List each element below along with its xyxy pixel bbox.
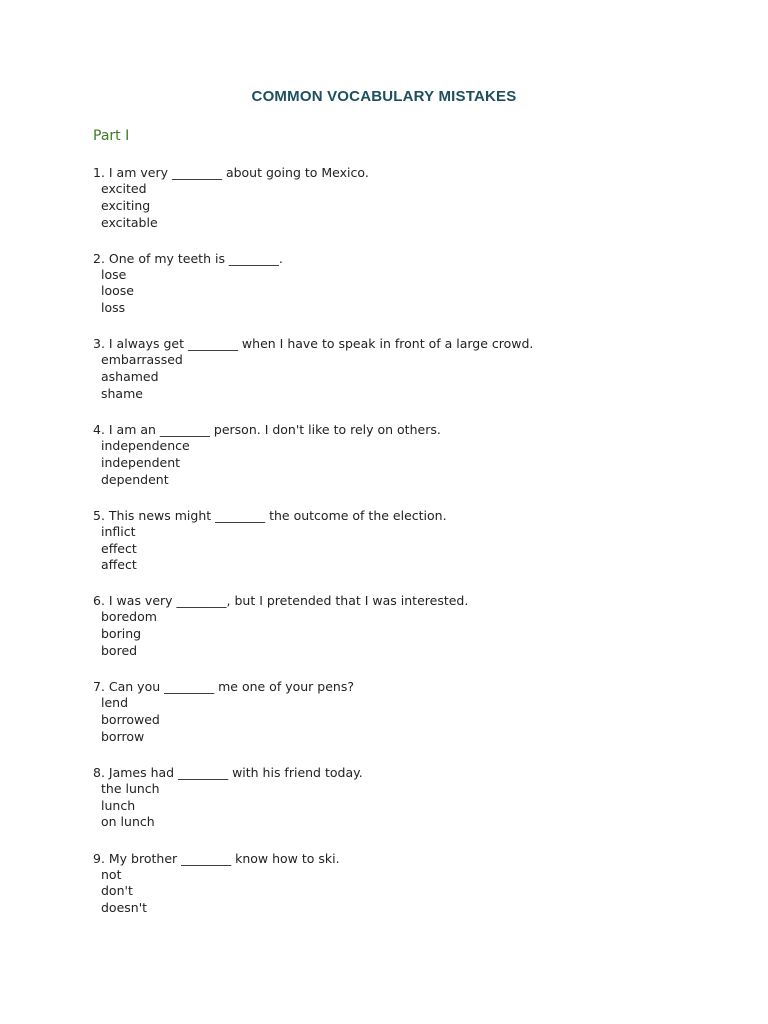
answer-options [93, 352, 693, 402]
answer-option: bored [101, 643, 138, 659]
part-heading: Part I [93, 128, 130, 144]
question-2 [93, 250, 693, 336]
answer-option: loss [101, 300, 126, 316]
answer-option: the lunch [101, 780, 160, 796]
question-text: 7. Can you ________ me one of your pens? [93, 679, 354, 695]
answer-options [93, 181, 693, 231]
question-5 [93, 507, 693, 593]
question-3 [93, 335, 693, 421]
answer-option: lunch [101, 797, 136, 813]
answer-option: embarrassed [101, 352, 183, 368]
question-4 [93, 421, 693, 507]
answer-options [93, 267, 693, 317]
question-6 [93, 592, 693, 678]
answer-option: lend [101, 695, 129, 711]
question-9 [93, 850, 693, 936]
answer-options [93, 867, 693, 917]
question-text: 8. James had ________ with his friend today. [93, 764, 363, 780]
answer-options [93, 695, 693, 745]
answer-option: shame [101, 385, 143, 401]
answer-option: on lunch [101, 814, 155, 830]
answer-option: lose [101, 266, 127, 282]
question-7 [93, 678, 693, 764]
question-text: 2. One of my teeth is ________. [93, 250, 283, 266]
question-text: 3. I always get ________ when I have to speak in front of a large crowd. [93, 336, 534, 352]
answer-option: excitable [101, 214, 158, 230]
answer-option: doesn't [101, 900, 148, 916]
answer-option: independence [101, 438, 190, 454]
answer-option: borrowed [101, 711, 160, 727]
question-text: 5. This news might ________ the outcome of the election. [93, 507, 447, 523]
answer-option: excited [101, 181, 147, 196]
answer-option: affect [101, 557, 137, 573]
question-text: 4. I am an ________ person. I don't like to rely on others. [93, 422, 441, 438]
question-text: 6. I was very ________, but I pretended that I was interested. [93, 593, 469, 609]
answer-option: dependent [101, 471, 169, 487]
question-text: 1. I am very ________ about going to Mexico. [93, 165, 369, 180]
answer-option: inflict [101, 523, 136, 539]
question-list [93, 164, 693, 935]
answer-options [93, 524, 693, 574]
answer-option: independent [101, 454, 181, 470]
question-8 [93, 764, 693, 850]
answer-option: loose [101, 283, 134, 299]
answer-option: effect [101, 540, 137, 556]
answer-options [93, 609, 693, 659]
answer-option: don't [101, 883, 133, 899]
question-text: 9. My brother ________ know how to ski. [93, 850, 340, 866]
answer-option: exciting [101, 197, 151, 213]
answer-options [93, 438, 693, 488]
document-title: COMMON VOCABULARY MISTAKES [251, 88, 517, 105]
answer-option: ashamed [101, 369, 159, 385]
answer-option: not [101, 866, 122, 882]
answer-option: borrow [101, 728, 145, 744]
answer-option: boredom [101, 609, 157, 625]
answer-option: boring [101, 626, 142, 642]
question-1 [93, 164, 693, 250]
answer-options [93, 781, 693, 831]
